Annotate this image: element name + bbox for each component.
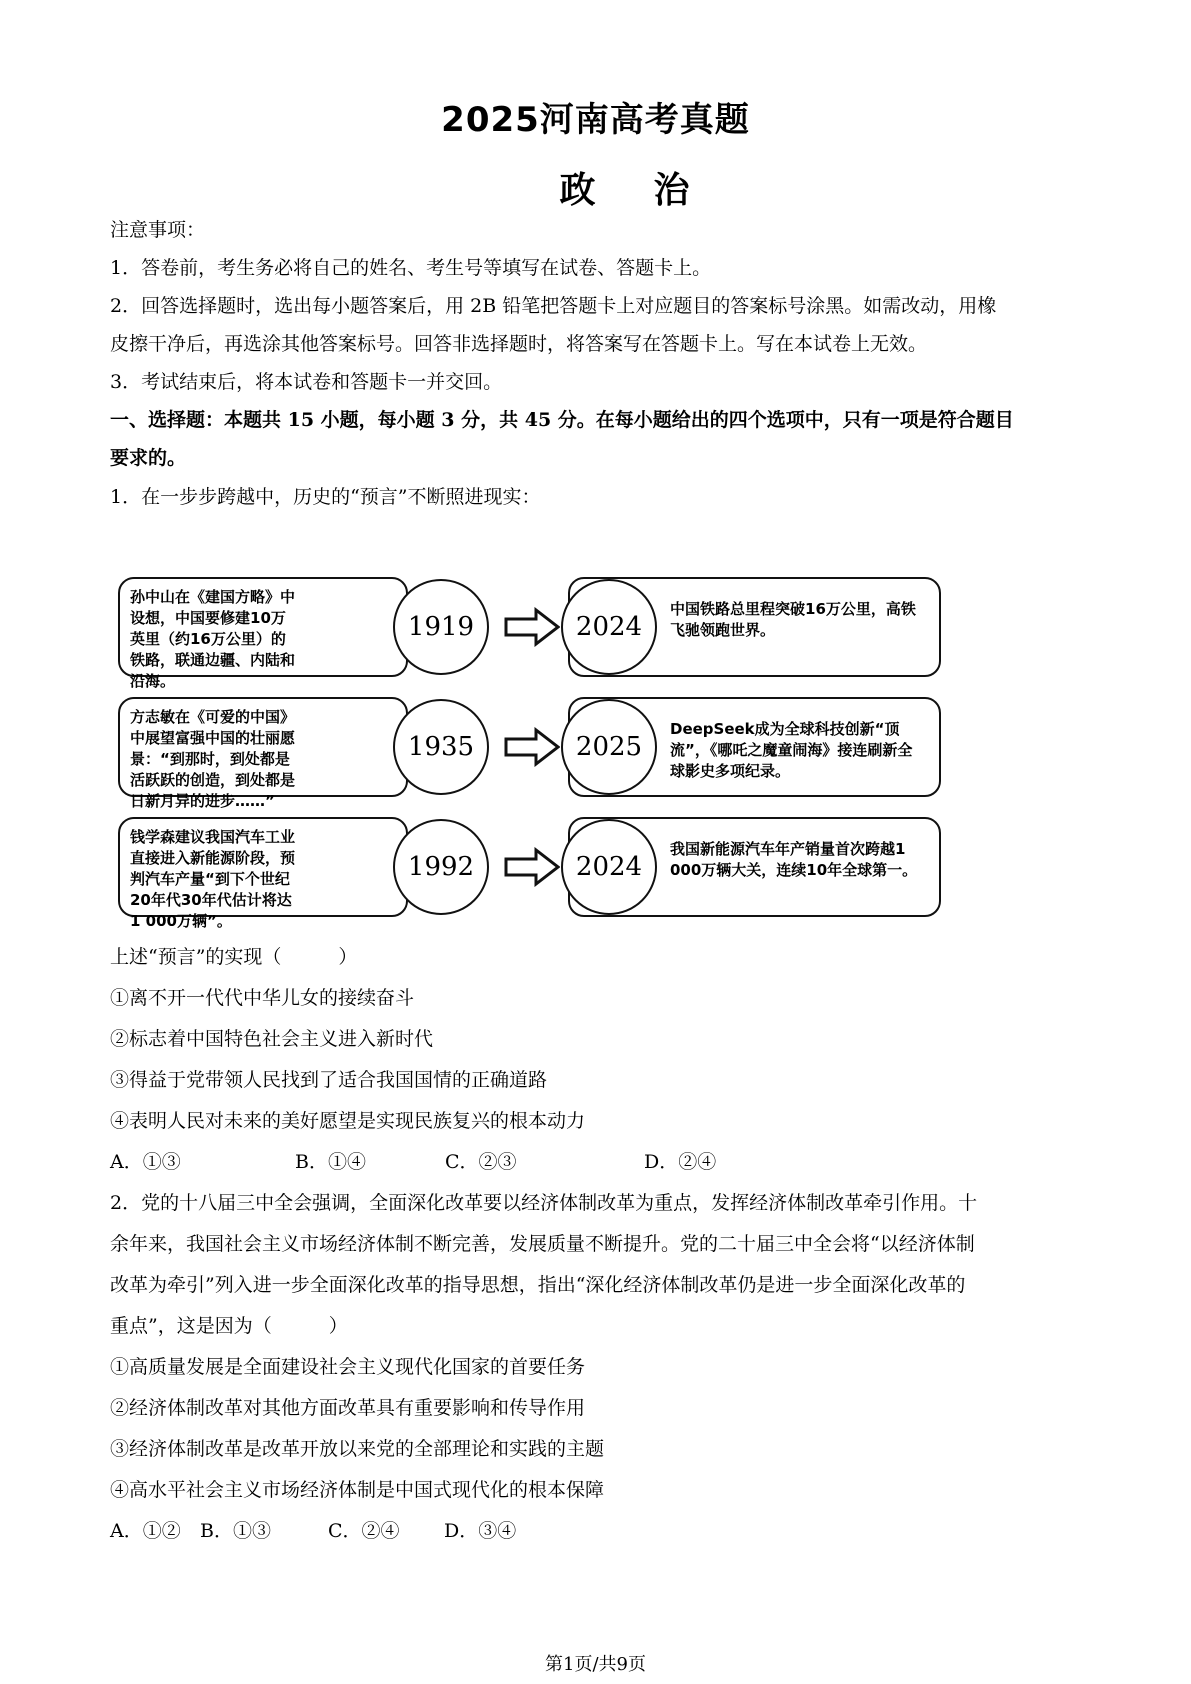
- subject-title: 政治: [559, 170, 748, 211]
- year-from-circle: 1935: [393, 699, 489, 795]
- reality-box: DeepSeek成为全球科技创新“顶流”，《哪吒之魔童闹海》接连刷新全球影史多项纪录。: [568, 697, 941, 797]
- diagram-row: [118, 697, 941, 810]
- q2-option-1: ①高质量发展是全面建设社会主义现代化国家的首要任务: [110, 1356, 586, 1378]
- year-to-circle: 2024: [561, 819, 657, 915]
- reality-box: 中国铁路总里程突破16万公里，高铁飞驰领跑世界。: [568, 577, 941, 677]
- q1-choice-a[interactable]: A．①③: [110, 1151, 181, 1173]
- q2-choice-b[interactable]: B．①③: [200, 1520, 271, 1542]
- q2-choice-d[interactable]: D．③④: [444, 1520, 517, 1542]
- section-heading-line2: 要求的。: [110, 447, 187, 469]
- q2-choice-c[interactable]: C．②④: [328, 1520, 400, 1542]
- q2-stem-line1: 2．党的十八届三中全会强调，全面深化改革要以经济体制改革为重点，发挥经济体制改革牵引作用。十: [110, 1192, 978, 1214]
- page-number: 第1页/共9页: [545, 1654, 646, 1675]
- q2-stem-line4: 重点”，这是因为（ ）: [110, 1315, 348, 1337]
- notice-item-2b: 皮擦干净后，再选涂其他答案标号。回答非选择题时，将答案写在答题卡上。写在本试卷上无效。: [110, 333, 928, 355]
- q2-choice-a[interactable]: A．①②: [110, 1520, 181, 1542]
- diagram-row: [118, 817, 941, 930]
- q2-choices: [110, 1511, 1095, 1551]
- prophecy-diagram: [118, 577, 941, 930]
- prophecy-box: 钱学森建议我国汽车工业直接进入新能源阶段，预判汽车产量“到下个世纪20年代30年代估计将达1 000万辆”。: [118, 817, 408, 917]
- q1-option-3: ③得益于党带领人民找到了适合我国国情的正确道路: [110, 1069, 548, 1091]
- diagram-row: [118, 577, 941, 690]
- exam-title: 2025河南高考真题: [441, 100, 750, 140]
- q2-option-4: ④高水平社会主义市场经济体制是中国式现代化的根本保障: [110, 1479, 605, 1501]
- year-to-circle: 2025: [561, 699, 657, 795]
- q1-stem: 1．在一步步跨越中，历史的“预言”不断照进现实：: [110, 486, 541, 508]
- year-from-circle: 1992: [393, 819, 489, 915]
- q2-stem-line3: 改革为牵引”列入进一步全面深化改革的指导思想，指出“深化经济体制改革仍是进一步全面深化改革的: [110, 1274, 966, 1296]
- prophecy-box: 孙中山在《建国方略》中设想，中国要修建10万英里（约16万公里）的铁路，联通边疆、内陆和沿海。: [118, 577, 408, 677]
- q2-option-3: ③经济体制改革是改革开放以来党的全部理论和实践的主题: [110, 1438, 605, 1460]
- q1-choice-b[interactable]: B．①④: [295, 1151, 366, 1173]
- q1-choice-d[interactable]: D．②④: [644, 1151, 717, 1173]
- q1-question: 上述“预言”的实现（ ）: [110, 946, 358, 968]
- notice-item-3: 3．考试结束后，将本试卷和答题卡一并交回。: [110, 371, 503, 393]
- q1-option-4: ④表明人民对未来的美好愿望是实现民族复兴的根本动力: [110, 1110, 586, 1132]
- q1-choice-c[interactable]: C．②③: [445, 1151, 517, 1173]
- arrow-right-icon: [504, 847, 560, 887]
- arrow-right-icon: [504, 607, 560, 647]
- q1-choices: [110, 1142, 1095, 1182]
- notice-item-2a: 2．回答选择题时，选出每小题答案后，用 2B 铅笔把答题卡上对应题目的答案标号涂黑。如需改动，用橡: [110, 295, 997, 317]
- q1-option-2: ②标志着中国特色社会主义进入新时代: [110, 1028, 434, 1050]
- reality-box: 我国新能源汽车年产销量首次跨越1 000万辆大关，连续10年全球第一。: [568, 817, 941, 917]
- q1-option-1: ①离不开一代代中华儿女的接续奋斗: [110, 987, 415, 1009]
- year-from-circle: 1919: [393, 579, 489, 675]
- q2-stem-line2: 余年来，我国社会主义市场经济体制不断完善，发展质量不断提升。党的二十届三中全会将“以经济体制: [110, 1233, 975, 1255]
- year-to-circle: 2024: [561, 579, 657, 675]
- prophecy-box: 方志敏在《可爱的中国》中展望富强中国的壮丽愿景：“到那时，到处都是活跃跃的创造，到处都是日新月异的进步……”: [118, 697, 408, 797]
- section-heading-line1: 一、选择题：本题共 15 小题，每小题 3 分，共 45 分。在每小题给出的四个选项中，只有一项是符合题目: [110, 409, 1014, 431]
- arrow-right-icon: [504, 727, 560, 767]
- q2-option-2: ②经济体制改革对其他方面改革具有重要影响和传导作用: [110, 1397, 586, 1419]
- notice-item-1: 1．答卷前，考生务必将自己的姓名、考生号等填写在试卷、答题卡上。: [110, 257, 712, 279]
- notice-heading: 注意事项：: [110, 219, 206, 241]
